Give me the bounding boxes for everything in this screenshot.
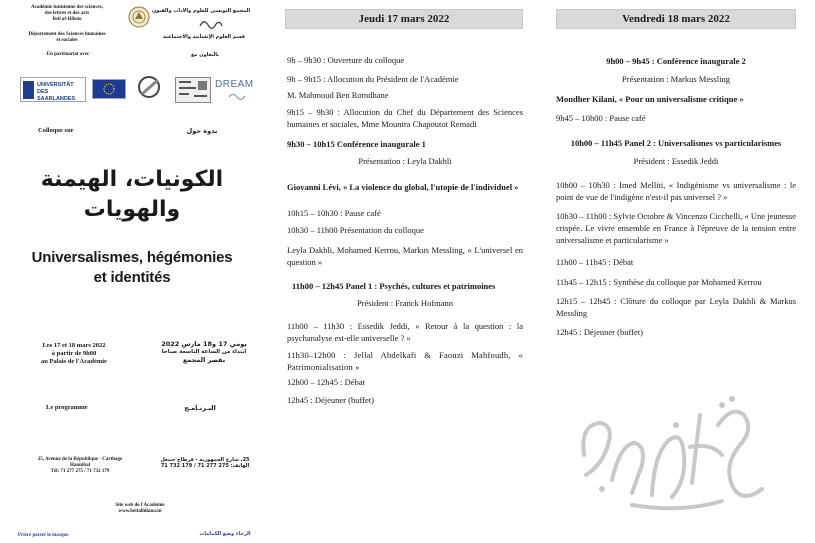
- dream-logo: DREAM: [215, 79, 254, 90]
- programme-label-fr: Le programme: [46, 404, 88, 411]
- day2-item-closing: 12h15 – 12h45 : Clôture du colloque par Leyla Dakhli & Markus Messling: [556, 296, 796, 318]
- day1-item-opening: 9h – 9h30 : Ouverture du colloque: [287, 55, 405, 65]
- day1-item-talk-abdelkafi: 11h30–12h00 : Jellal Abdelkafi & Faouzi Mahfoudh, « Patrimonialisation »: [287, 350, 523, 372]
- day2-header: Vendredi 18 mars 2022: [556, 9, 796, 29]
- calligraphy-logo-icon: [198, 16, 224, 30]
- partnership-ar: بالتعاون مع: [190, 52, 219, 58]
- day2-item-lunch: 12h45 : Déjeuner (buffet): [556, 327, 643, 337]
- day1-item-department-speech: 9h15 – 9h30 : Allocution du Chef du Département des Sciences humaines et sociales, Mme Mounira Chapoutot Remadi: [287, 107, 523, 129]
- saarland-shield-icon: [23, 81, 34, 99]
- colloque-label-ar: ندوة حول: [186, 127, 218, 135]
- day1-item-coffee-break: 10h15 – 10h30 : Pause café: [287, 208, 381, 218]
- day1-item-presentation-speakers: Leyla Dakhli, Mohamed Kerrou, Markus Messling, « L'universel en question »: [287, 245, 523, 267]
- website-info: Site web de l'Académie www.beitalhikma.tn: [115, 503, 165, 514]
- day2-item-panel-2-chair: Président : Essedik Jeddi: [633, 156, 719, 166]
- dates-fr: Les 17 et 18 mars 2022 à partir de 9h00 au Palais de l'Académie: [41, 342, 107, 365]
- eu-flag-icon: [92, 79, 126, 99]
- day2-item-talk-melliti: 10h00 – 10h30 : Imed Melliti, « Indigénisme vs universalisme : le point de vue de l'indigène n'est-il pas universel ? »: [556, 180, 796, 202]
- day1-item-talk-jeddi: 11h00 – 11h30 : Essedik Jeddi, « Retour à la question : la psychanalyse est-elle universelle ? »: [287, 321, 523, 343]
- institution-ar: المجمع التونسي للعلوم والآداب والفنون: [151, 8, 251, 14]
- partner-circle-logo-icon: [132, 74, 168, 102]
- day2-item-coffee-break: 9h45 – 10h00 : Pause café: [556, 113, 646, 123]
- dates-ar: يومي 17 و18 مارس 2022 ابتداء من الساعة التاسعة صباحا بقصر المجمع: [161, 340, 247, 364]
- day2-item-panel-2: 10h00 – 11h45 Panel 2 : Universalismes vs particularismes: [570, 138, 782, 148]
- address-fr: 25, Avenue de la République - Carthage Hannibal Tél: 71 277 275 / 71 732 179: [37, 457, 123, 474]
- title-fr: Universalismes, hégémonies et identités: [31, 249, 233, 286]
- day1-item-panel-1-chair: Président : Franck Hofmann: [356, 298, 454, 308]
- mask-notice-fr: Prière porter le masque: [18, 533, 69, 538]
- day1-header: Jeudi 17 mars 2022: [285, 9, 523, 29]
- partner-square-logo: [175, 77, 211, 103]
- address-ar: 25، شارع الجمهورية - قرطاج حنبعل الهاتف: 275 277 71 / 179 732 71: [160, 457, 250, 469]
- mask-notice-ar: الرجاء وضع الكمامات: [199, 531, 251, 537]
- day2-item-debate: 11h00 – 11h45 : Débat: [556, 257, 634, 267]
- day2-item-keynote-2-chair: Présentation : Markus Messling: [622, 74, 730, 84]
- calligraphy-watermark-icon: [572, 385, 772, 520]
- day1-item-keynote-1-talk: Giovanni Lévi, « La violence du global, l'utopie de l'individuel »: [287, 182, 519, 192]
- partner-square-icon: [176, 78, 210, 102]
- department-fr: Département des Sciences humaines et sociales: [28, 32, 106, 43]
- institution-fr: Académie tunisienne des sciences, des lettres et des arts Beït al-Hikma: [31, 5, 103, 22]
- day1-item-panel-1: 11h00 – 12h45 Panel 1 : Psychés, cultures et patrimoines: [292, 281, 496, 291]
- department-ar: قسم العلوم الإنسانية والاجتماعية: [163, 34, 245, 40]
- day1-item-debate: 12h00 – 12h45 : Débat: [287, 377, 365, 387]
- day2-item-keynote-2: 9h00 – 9h45 : Conférence inaugurale 2: [606, 56, 746, 66]
- saarland-university-logo: UNIVERSITÄT DES SAARLANDES: [20, 77, 86, 102]
- day1-item-president-speech: 9h – 9h15 : Allocution du Président de l'Académie: [287, 74, 459, 84]
- day1-item-presentation: 10h30 – 11h00 Présentation du colloque: [287, 225, 424, 235]
- colloque-label-fr: Colloque sur: [38, 127, 74, 134]
- day1-item-president-name: M. Mahmoud Ben Romdhane: [287, 90, 389, 100]
- day2-item-synthesis: 11h45 – 12h15 : Synthèse du colloque par Mohamed Kerrou: [556, 277, 762, 287]
- programme-label-ar: البـرنـامـج: [184, 404, 216, 412]
- day1-item-keynote-1: 9h30 – 10h15 Conférence inaugurale 1: [287, 139, 426, 149]
- day2-item-keynote-2-talk: Mondher Kilani, « Pour un universalisme critique »: [556, 94, 744, 104]
- partnership-fr: En partenariat avec: [46, 52, 90, 57]
- day1-item-lunch: 12h45 : Déjeuner (buffet): [287, 395, 374, 405]
- day1-item-keynote-1-chair: Présentation : Leyla Dakhli: [358, 156, 452, 166]
- title-ar: الكونيات، الهيمنة والهويات: [40, 167, 224, 222]
- day2-item-talk-octobre: 10h30 – 11h00 : Sylvie Octobre & Vincenzo Cicchelli, « Une jeunesse crispée. Le vivre ensemble en France à l'épreuve de la tension entre universalisme et particularisme »: [556, 211, 796, 245]
- academy-emblem-icon: [128, 6, 150, 28]
- dream-wave-icon: [228, 91, 246, 101]
